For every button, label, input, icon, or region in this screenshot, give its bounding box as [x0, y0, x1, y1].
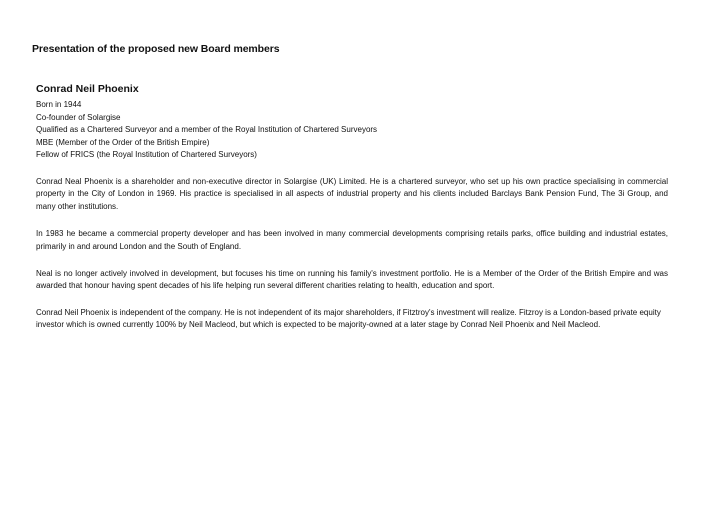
- member-facts-list: [36, 99, 668, 162]
- bio-paragraph-developer: In 1983 he became a commercial property developer and has been involved in many commercial developments comprising retails parks, office building and industrial estates, primarily in and around London and the South of England.: [36, 229, 668, 251]
- bio-paragraph-background: Conrad Neal Phoenix is a shareholder and non-executive director in Solargise (UK) Limited. He is a chartered surveyor, who set up his own practice specialising in commercial property in the City of London in 1969. His practice is specialised in all aspects of industrial property and his clients included Barclays Bank Pension Fund, The 3i Group, and many other institutions.: [36, 176, 668, 211]
- fact-mbe: MBE (Member of the Order of the British Empire): [36, 137, 210, 147]
- fact-frics: Fellow of FRICS (the Royal Institution of Chartered Surveyors): [36, 150, 257, 160]
- page-title: Presentation of the proposed new Board members: [32, 43, 280, 55]
- fact-qualification: Qualified as a Chartered Surveyor and a member of the Royal Institution of Chartered Surveyors: [36, 125, 378, 135]
- fact-birth: Born in 1944: [36, 100, 82, 109]
- bio-paragraph-current: Neal is no longer actively involved in development, but focuses his time on running his family's investment portfolio. He is a Member of the Order of the British Empire and was awarded that honour having spent decades of his life helping run several different charities relating to health, education and sport.: [36, 269, 668, 291]
- board-member-section: [36, 82, 668, 332]
- fact-cofounder: Co-founder of Solargise: [36, 112, 121, 122]
- member-name: Conrad Neil Phoenix: [36, 83, 139, 95]
- bio-paragraph-independence: Conrad Neil Phoenix is independent of the company. He is not independent of its major shareholders, if Fitztroy's investment will realize. Fitzroy is a London-based private equity investor which is owned currently 100% by Neil Macleod, but which is expected to be majority-owned at a later stage by Conrad Neil Phoenix and Neil Macleod.: [36, 307, 661, 330]
